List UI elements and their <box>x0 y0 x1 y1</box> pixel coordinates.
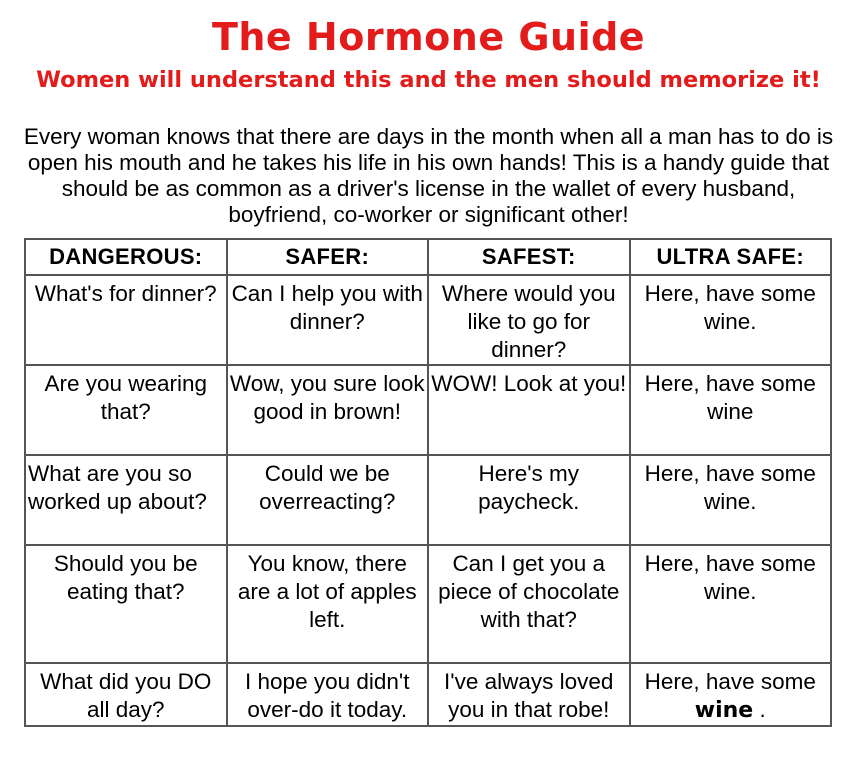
cell-ultra-safe <box>630 663 832 726</box>
cell-ultra-safe: Here, have some wine <box>630 365 832 455</box>
header-safer: SAFER: <box>227 239 429 275</box>
cell-dangerous: What's for dinner? <box>25 275 227 365</box>
cell-safer: You know, there are a lot of apples left. <box>227 545 429 663</box>
hormone-table <box>24 238 832 727</box>
cell-safest: Here's my paycheck. <box>428 455 630 545</box>
table-row <box>25 365 831 455</box>
header-ultra-safe: ULTRA SAFE: <box>630 239 832 275</box>
cell-safer: I hope you didn't over-do it today. <box>227 663 429 726</box>
cell-safest: I've always loved you in that robe! <box>428 663 630 726</box>
header-safest: SAFEST: <box>428 239 630 275</box>
cell-safest: Can I get you a piece of chocolate with that? <box>428 545 630 663</box>
subtitle: Women will understand this and the men should memorize it! <box>36 67 821 93</box>
cell-safer: Could we be overreacting? <box>227 455 429 545</box>
table-row <box>25 545 831 663</box>
ultra-safe-text: Here, have some <box>644 669 816 694</box>
cell-dangerous: What did you DO all day? <box>25 663 227 726</box>
header-dangerous: DANGEROUS: <box>25 239 227 275</box>
cell-safer: Can I help you with dinner? <box>227 275 429 365</box>
cell-safest: Where would you like to go for dinner? <box>428 275 630 365</box>
cell-dangerous: Are you wearing that? <box>25 365 227 455</box>
page-title: The Hormone Guide <box>211 15 646 59</box>
intro-paragraph: Every woman knows that there are days in the month when all a man has to do is open his mouth and he takes his life in his own hands! This is a handy guide that should be as common as a driver's license in the wallet of every husband, boyfriend, co-worker or significant other! <box>23 124 834 227</box>
cell-ultra-safe: Here, have some wine. <box>630 275 832 365</box>
wine-bold-word: wine <box>694 698 754 723</box>
cell-safer: Wow, you sure look good in brown! <box>227 365 429 455</box>
cell-dangerous: Should you be eating that? <box>25 545 227 663</box>
cell-dangerous: What are you so worked up about? <box>25 455 227 545</box>
cell-ultra-safe: Here, have some wine. <box>630 455 832 545</box>
cell-ultra-safe: Here, have some wine. <box>630 545 832 663</box>
cell-safest: WOW! Look at you! <box>428 365 630 455</box>
table-row <box>25 663 831 726</box>
table-row <box>25 275 831 365</box>
wine-punct: . <box>753 697 766 722</box>
header-row <box>25 239 831 275</box>
table-row <box>25 455 831 545</box>
